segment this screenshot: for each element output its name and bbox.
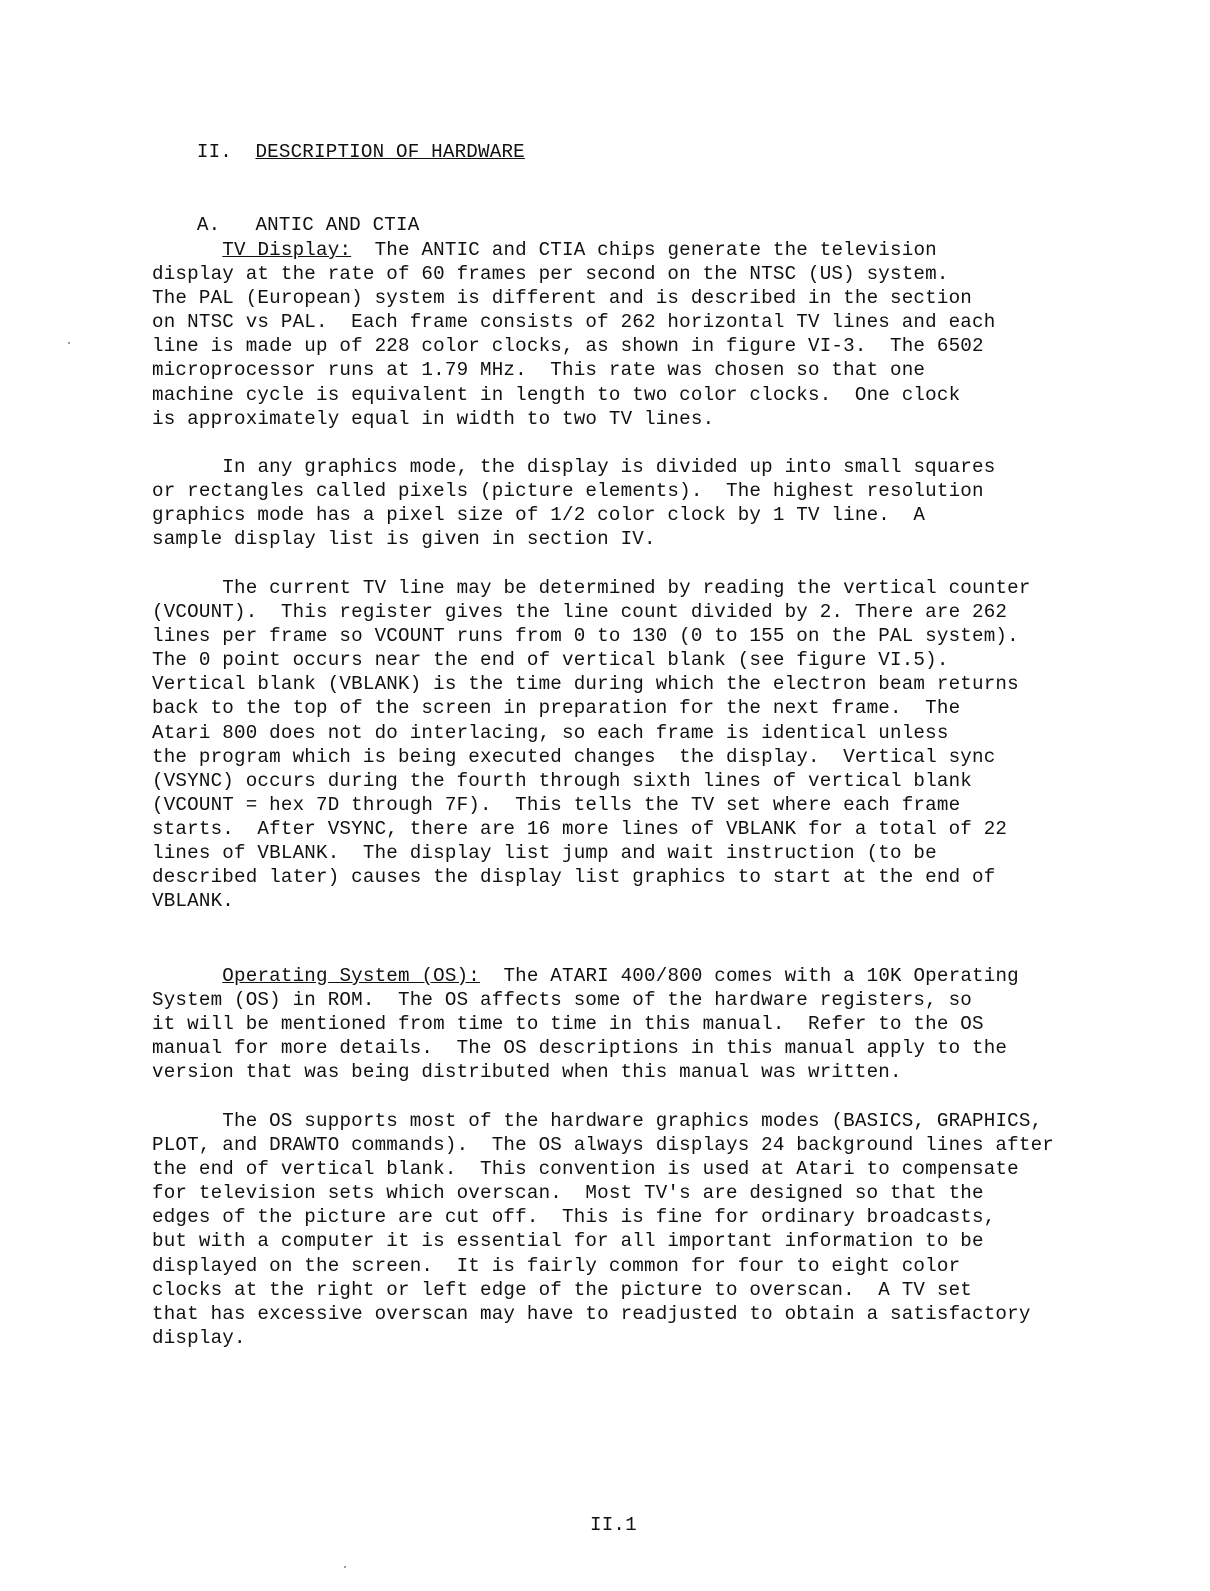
paragraph-line: for television sets which overscan. Most TV's are designed so that the bbox=[152, 1182, 984, 1205]
paragraph-line: machine cycle is equivalent in length to two color clocks. One clock bbox=[152, 383, 961, 406]
section-number: II. bbox=[196, 141, 233, 163]
paragraph-line: lines of VBLANK. The display list jump and wait instruction (to be bbox=[152, 842, 937, 865]
paragraph-line: on NTSC vs PAL. Each frame consists of 262 horizontal TV lines and each bbox=[152, 311, 996, 334]
paragraph-line: starts. After VSYNC, there are 16 more lines of VBLANK for a total of 22 bbox=[152, 817, 1008, 840]
paragraph-line: (VCOUNT = hex 7D through 7F). This tells the TV set where each frame bbox=[152, 793, 961, 816]
paragraph-line: display. bbox=[152, 1326, 246, 1349]
paragraph-line: sample display list is given in section IV. bbox=[152, 528, 656, 551]
paragraph-line: (VSYNC) occurs during the fourth through sixth lines of vertical blank bbox=[152, 769, 973, 792]
paragraph-line: is approximately equal in width to two TV lines. bbox=[152, 407, 715, 430]
paragraph-line: described later) causes the display list graphics to start at the end of bbox=[152, 866, 996, 889]
scan-speck bbox=[68, 342, 70, 344]
paragraph-vcount bbox=[152, 576, 1152, 913]
paragraph-line: back to the top of the screen in preparation for the next frame. The bbox=[152, 697, 961, 720]
section-heading bbox=[150, 116, 525, 188]
paragraph-line: the program which is being executed changes the display. Vertical sync bbox=[152, 745, 996, 768]
paragraph-label-operating-system: Operating System (OS): bbox=[222, 965, 481, 987]
paragraph-line: PLOT, and DRAWTO commands). The OS always displays 24 background lines after bbox=[152, 1134, 1055, 1157]
paragraph-tv-display bbox=[152, 238, 1152, 431]
paragraph-line: Vertical blank (VBLANK) is the time during which the electron beam returns bbox=[152, 673, 1019, 696]
paragraph-line: graphics mode has a pixel size of 1/2 color clock by 1 TV line. A bbox=[152, 504, 926, 527]
paragraph-line: The ATARI 400/800 comes with a 10K Operating bbox=[503, 965, 1019, 987]
paragraph-line: microprocessor runs at 1.79 MHz. This rate was chosen so that one bbox=[152, 359, 926, 382]
paragraph-label-tv-display: TV Display: bbox=[222, 239, 352, 261]
paragraph-line: or rectangles called pixels (picture elements). The highest resolution bbox=[152, 480, 984, 503]
paragraph-line: The 0 point occurs near the end of vertical blank (see figure VI.5). bbox=[152, 649, 949, 672]
paragraph-line: The current TV line may be determined by reading the vertical counter bbox=[222, 577, 1031, 599]
paragraph-line: clocks at the right or left edge of the picture to overscan. A TV set bbox=[152, 1278, 973, 1301]
page-number: II.1 bbox=[590, 1514, 637, 1536]
paragraph-line: (VCOUNT). This register gives the line count divided by 2. There are 262 bbox=[152, 601, 1008, 624]
paragraph-line: The ANTIC and CTIA chips generate the television bbox=[374, 239, 937, 261]
paragraph-line: the end of vertical blank. This convention is used at Atari to compensate bbox=[152, 1158, 1019, 1181]
paragraph-line: The OS supports most of the hardware graphics modes (BASICS, GRAPHICS, bbox=[222, 1110, 1043, 1132]
paragraph-pixels bbox=[152, 455, 1152, 551]
paragraph-line: that has excessive overscan may have to readjusted to obtain a satisfactory bbox=[152, 1302, 1031, 1325]
paragraph-line: line is made up of 228 color clocks, as shown in figure VI-3. The 6502 bbox=[152, 335, 984, 358]
paragraph-line: In any graphics mode, the display is divided up into small squares bbox=[222, 456, 996, 478]
paragraph-line: edges of the picture are cut off. This is fine for ordinary broadcasts, bbox=[152, 1206, 996, 1229]
subsection-letter: A. bbox=[196, 214, 221, 236]
paragraph-line: VBLANK. bbox=[152, 890, 235, 913]
paragraph-line: but with a computer it is essential for all important information to be bbox=[152, 1230, 984, 1253]
section-title: DESCRIPTION OF HARDWARE bbox=[255, 141, 525, 163]
paragraph-overscan bbox=[152, 1109, 1152, 1350]
paragraph-line: it will be mentioned from time to time in this manual. Refer to the OS bbox=[152, 1013, 984, 1036]
scan-speck bbox=[344, 1566, 346, 1568]
paragraph-line: displayed on the screen. It is fairly common for four to eight color bbox=[152, 1254, 961, 1277]
paragraph-line: display at the rate of 60 frames per second on the NTSC (US) system. bbox=[152, 263, 949, 286]
paragraph-line: Atari 800 does not do interlacing, so each frame is identical unless bbox=[152, 721, 949, 744]
paragraph-line: The PAL (European) system is different and is described in the section bbox=[152, 287, 973, 310]
paragraph-line: lines per frame so VCOUNT runs from 0 to 130 (0 to 155 on the PAL system). bbox=[152, 625, 1019, 648]
subsection-title: ANTIC AND CTIA bbox=[255, 214, 420, 236]
paragraph-line: System (OS) in ROM. The OS affects some of the hardware registers, so bbox=[152, 989, 973, 1012]
paragraph-line: manual for more details. The OS descriptions in this manual apply to the bbox=[152, 1037, 1008, 1060]
paragraph-line: version that was being distributed when this manual was written. bbox=[152, 1061, 902, 1084]
paragraph-operating-system bbox=[152, 964, 1152, 1084]
